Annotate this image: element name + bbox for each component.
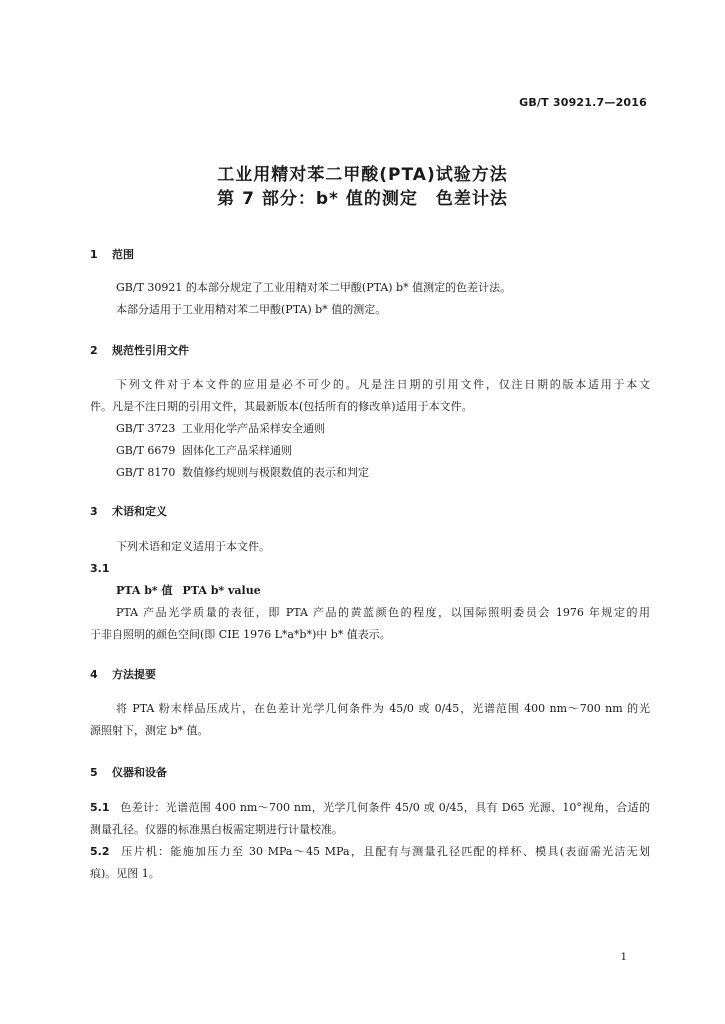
section-title: 仪器和设备 (112, 766, 167, 779)
section-number: 2 (90, 344, 98, 357)
reference-title: 固体化工产品采样通则 (182, 444, 292, 457)
section-3-heading (90, 503, 167, 519)
section-title: 术语和定义 (112, 505, 167, 518)
document-title-line2: 第 7 部分：b* 值的测定 色差计法 (217, 189, 508, 209)
document-title-line1: 工业用精对苯二甲酸(PTA)试验方法 (217, 165, 508, 185)
reference-code: GB/T 6679 (116, 444, 176, 457)
item-text: 压片机：能施加压力至 30 MPa～45 MPa，且配有与测量孔径匹配的样杯、模具(表面需光洁无划 (120, 845, 650, 858)
section-title: 方法提要 (112, 668, 156, 681)
section-4-line2: 源照射下，测定 b* 值。 (90, 724, 209, 737)
reference-item (90, 418, 676, 440)
term-chinese: PTA b* 值 (116, 584, 173, 597)
section-2-heading (90, 342, 189, 358)
reference-title: 数值修约规则与极限数值的表示和判定 (182, 466, 369, 479)
reference-code: GB/T 8170 (116, 466, 176, 479)
section-1-paragraph-2: 本部分适用于工业用精对苯二甲酸(PTA) b* 值的测定。 (116, 303, 387, 316)
term-entry (90, 580, 676, 602)
reference-item (90, 440, 676, 462)
item-5-1-line2: 测量孔径。仪器的标准黑白板需定期进行计量校准。 (90, 823, 343, 836)
item-text: 色差计：光谱范围 400 nm～700 nm，光学几何条件 45/0 或 0/45，具有 D65 光源、10°视角，合适的 (120, 801, 650, 814)
item-5-2-line1 (90, 841, 650, 863)
page-number: 1 (620, 952, 627, 963)
section-title: 范围 (112, 248, 134, 261)
section-number: 5 (90, 766, 98, 779)
section-4-line1: 将 PTA 粉末样品压成片，在色差计光学几何条件为 45/0 或 0/45，光谱范围 400 nm～700 nm 的光 (116, 702, 650, 715)
item-5-2-line2: 痕)。见图 1。 (90, 867, 160, 880)
section-5-heading (90, 764, 167, 780)
reference-item (90, 462, 676, 484)
section-number: 1 (90, 248, 98, 261)
reference-code: GB/T 3723 (116, 422, 176, 435)
term-english: PTA b* value (182, 584, 261, 597)
section-1-paragraph-1: GB/T 30921 的本部分规定了工业用精对苯二甲酸(PTA) b* 值测定的色差计法。 (116, 281, 512, 294)
section-title: 规范性引用文件 (112, 344, 189, 357)
reference-title: 工业用化学产品采样安全通则 (182, 422, 325, 435)
document-code: GB/T 30921.7—2016 (519, 96, 647, 109)
item-number: 5.2 (90, 845, 110, 858)
term-definition-line2: 于非自照明的颜色空间(即 CIE 1976 L*a*b*)中 b* 值表示。 (90, 628, 391, 641)
term-definition-line1: PTA 产品光学质量的表征，即 PTA 产品的黄蓝颜色的程度，以国际照明委员会 1976 年规定的用 (116, 606, 650, 619)
section-3-paragraph-1: 下列术语和定义适用于本文件。 (116, 540, 270, 553)
item-number: 5.1 (90, 801, 110, 814)
subsection-number: 3.1 (90, 562, 110, 575)
section-2-paragraph-line2: 件。凡是不注日期的引用文件，其最新版本(包括所有的修改单)适用于本文件。 (90, 400, 473, 413)
section-2-paragraph-line1: 下列文件对于本文件的应用是必不可少的。凡是注日期的引用文件，仅注日期的版本适用于本文 (116, 378, 650, 391)
item-5-1-line1 (90, 797, 650, 819)
section-4-heading (90, 666, 156, 682)
section-number: 3 (90, 505, 98, 518)
section-1-heading (90, 246, 134, 262)
section-number: 4 (90, 668, 98, 681)
